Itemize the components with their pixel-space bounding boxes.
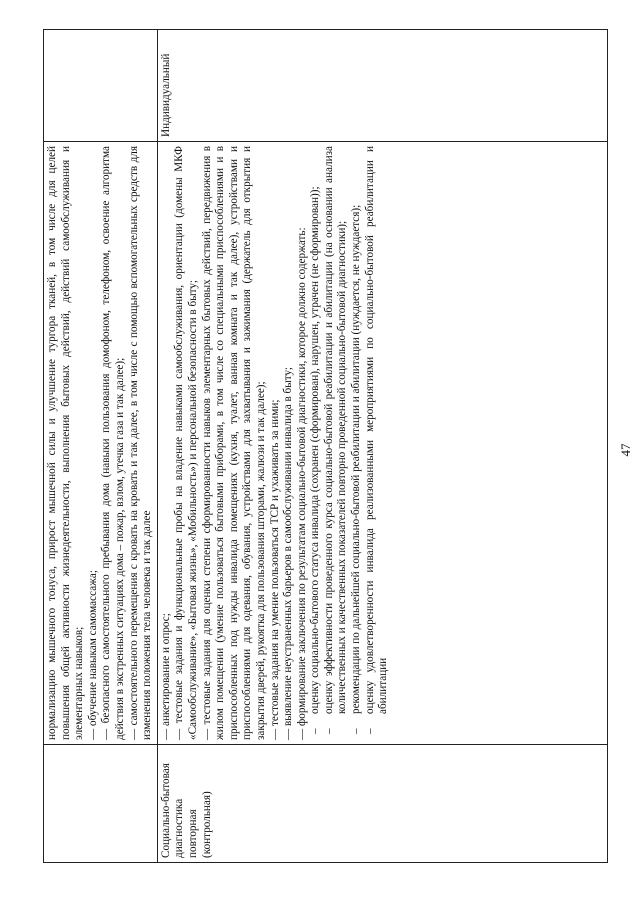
continuation-type-cell [44, 30, 158, 142]
service-item: — тестовые задания и функциональные пробы на владение навыками самообслуживания, ориентации (домены МКФ «Самообслуживание», «Бытовая жизнь», «Мобильность») и персональной безопасности в быту; [173, 146, 199, 740]
conclusion-sub-item [309, 146, 323, 740]
service-name-cell [157, 745, 607, 863]
service-type: Индивидуальный [159, 53, 172, 137]
sub-item-text: оценку удовлетворенности инвалида реализованными мероприятиями по социально-бытовой реабилитации и абилитации [363, 146, 390, 714]
service-type-cell [157, 30, 607, 142]
services-table [43, 29, 608, 863]
service-name-line: диагностика [173, 798, 186, 858]
continuation-line: — безопасного самостоятельного пребывания дома (навыки пользования домофоном, телефоном, освоение алгоритма действия в экстренных ситуациях дома – пожар, взлом, утечка газа и так далее); [100, 146, 126, 740]
sub-item-dash: – [309, 728, 322, 734]
continuation-name-cell [44, 745, 158, 863]
continuation-line: нормализацию мышечного тонуса, прирост мышечной силы и улучшение тургора тканей, в том числе для целей повышения общей активности жизнедеятельности, выполнения бытовых действий, действий самообслуживания и элементарных навыков; [46, 146, 86, 740]
service-item: — тестовые задания для оценки степени сформированности навыков элементарных бытовых действий, передвижения в жилом помещении (умение пользоваться бытовыми приборами, в том числе со специальными приспособлениями и в приспособленных под нужды инвалида помещениях (кухня, туалет, ванная комната и так далее), устройствами и приспособлениями для одевания, обувания, устройствами для захватывания и зажимания (держатель для открытия и закрытия дверей, рукоятка для пользования шторами, жалюзи и так далее); [200, 146, 267, 740]
continuation-content-cell [44, 142, 158, 745]
service-content-cell [157, 142, 607, 745]
table-row-continuation [44, 30, 158, 863]
page-number: 47 [618, 443, 633, 457]
table-row-service [157, 30, 607, 863]
continuation-line: — обучение навыкам самомассажа; [86, 570, 99, 740]
service-name-line: (контрольная) [200, 791, 213, 858]
conclusion-sub-item [323, 146, 350, 740]
service-name-line: Социально-бытовая [159, 763, 172, 858]
conclusion-sub-item [364, 146, 391, 740]
sub-item-text: оценку социально-бытового статуса инвалида (сохранен (сформирован), нарушен, утрачен (не сформирован)); [309, 186, 322, 714]
continuation-line: — самостоятельного перемещения с кровать на кровать и так далее, в том числе с помощью вспомогательных средств для изменения положения тела человека и так далее [127, 146, 154, 740]
sub-item-dash: – [350, 728, 363, 734]
sub-item-text: рекомендации по дальнейшей социально-бытовой реабилитации и абилитации (нуждается, не нуждается); [350, 204, 363, 714]
sub-item-dash: – [322, 728, 335, 734]
service-item: — анкетирование и опрос; [159, 613, 172, 740]
sub-item-dash: – [363, 728, 376, 734]
service-item: — формирование заключения по результатам социально-бытовой диагностики, которое должно содержать: [295, 227, 308, 740]
service-item: — тестовые задания на умение пользоваться ТСР и ухаживать за ними; [268, 399, 281, 740]
sub-item-text: оценку эффективности проведенного курса социально-бытовой реабилитации и абилитации (на основании анализа количественных и качественных показателей повторно проведенной социально-бытовой диагностики); [322, 146, 349, 714]
conclusion-sub-item [350, 146, 364, 740]
service-name-line: повторная [186, 809, 199, 858]
service-item: — выявление неустраненных барьеров в самообслуживании инвалида в быту; [282, 366, 295, 740]
conclusion-sub-list [309, 146, 391, 740]
